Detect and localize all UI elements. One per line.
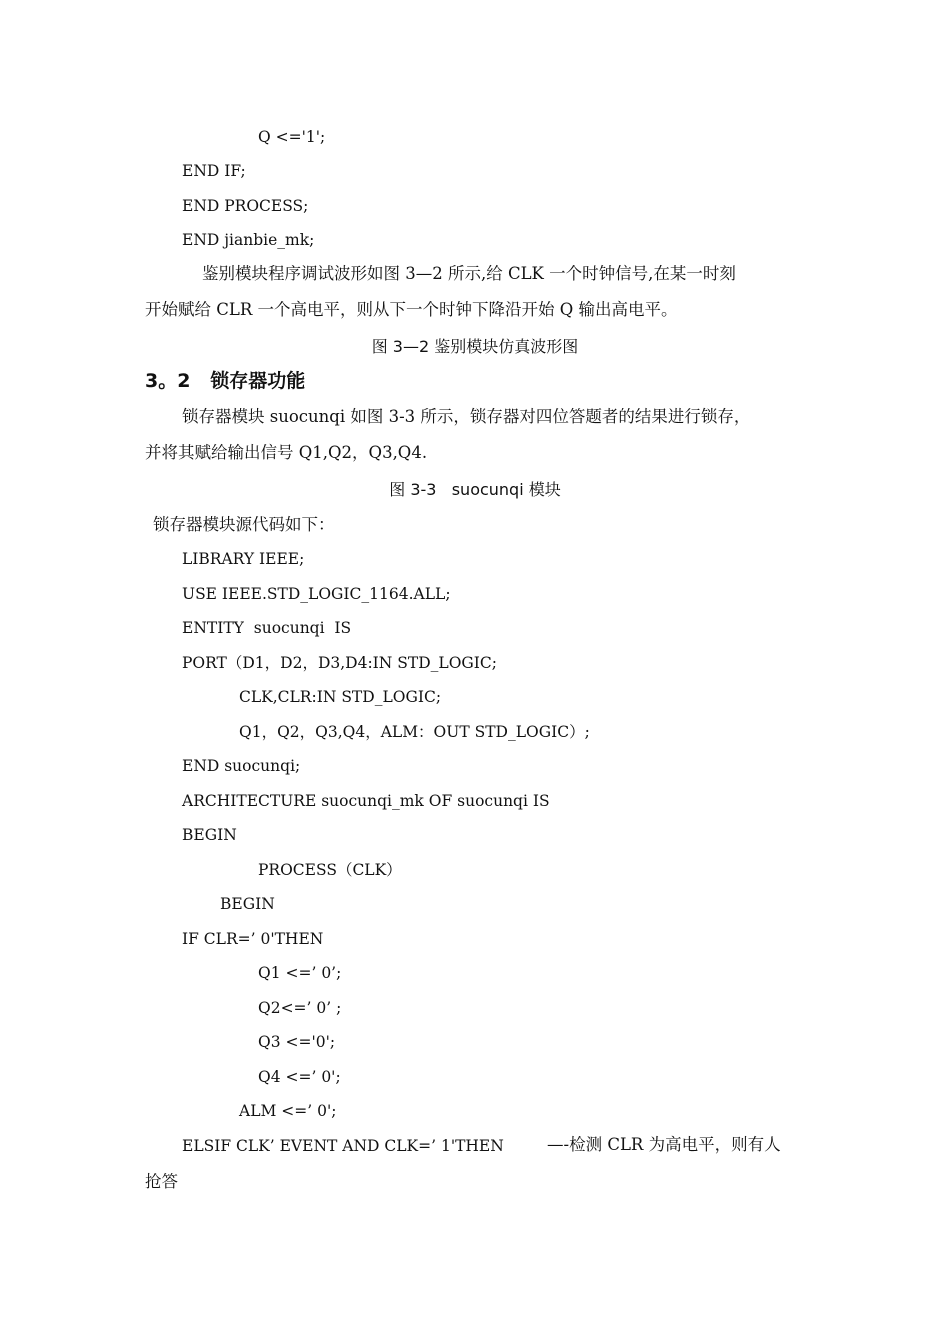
paragraph-line: 并将其赋给输出信号 Q1,Q2，Q3,Q4. bbox=[145, 443, 428, 462]
code-line: Q <='1'; bbox=[258, 128, 326, 146]
paragraph-line: 鉴别模块程序调试波形如图 3—2 所示,给 CLK 一个时钟信号,在某一时刻 bbox=[202, 264, 736, 283]
code-line: Q2<=’ 0’ ; bbox=[258, 999, 342, 1017]
code-line: PROCESS（CLK） bbox=[258, 861, 402, 879]
paragraph-line: 开始赋给 CLR 一个高电平，则从下一个时钟下降沿开始 Q 输出高电平。 bbox=[145, 300, 678, 319]
section-heading: 3。2 锁存器功能 bbox=[145, 370, 306, 392]
code-line: END PROCESS; bbox=[182, 197, 309, 215]
code-comment: —-检测 CLR 为高电平，则有人 bbox=[547, 1135, 781, 1154]
code-line: IF CLR=’ 0'THEN bbox=[182, 930, 324, 948]
code-line: BEGIN bbox=[220, 895, 275, 913]
code-line: PORT（D1，D2，D3,D4:IN STD_LOGIC; bbox=[182, 654, 498, 672]
code-line: Q1，Q2，Q3,Q4，ALM：OUT STD_LOGIC）; bbox=[239, 723, 590, 741]
code-comment-wrap: 抢答 bbox=[145, 1172, 178, 1191]
code-line: END jianbie_mk; bbox=[182, 231, 315, 249]
code-line: ALM <=’ 0'; bbox=[239, 1102, 337, 1120]
code-line: END IF; bbox=[182, 162, 246, 180]
code-line: ELSIF CLK’ EVENT AND CLK=’ 1'THEN bbox=[182, 1137, 504, 1155]
code-line: USE IEEE.STD_LOGIC_1164.ALL; bbox=[182, 585, 451, 603]
figure-caption: 图 3-3 suocunqi 模块 bbox=[389, 480, 561, 499]
code-line: Q3 <='0'; bbox=[258, 1033, 336, 1051]
paragraph-line: 锁存器模块 suocunqi 如图 3-3 所示，锁存器对四位答题者的结果进行锁存， bbox=[182, 407, 751, 426]
code-line: Q1 <=’ 0’; bbox=[258, 964, 342, 982]
code-line: ARCHITECTURE suocunqi_mk OF suocunqi IS bbox=[182, 792, 550, 810]
code-line: LIBRARY IEEE; bbox=[182, 550, 305, 568]
code-line: BEGIN bbox=[182, 826, 237, 844]
code-line: ENTITY suocunqi IS bbox=[182, 619, 352, 637]
code-line: END suocunqi; bbox=[182, 757, 301, 775]
code-line: CLK,CLR:IN STD_LOGIC; bbox=[239, 688, 442, 706]
paragraph-line: 锁存器模块源代码如下： bbox=[153, 515, 335, 534]
code-line: Q4 <=’ 0'; bbox=[258, 1068, 341, 1086]
figure-caption: 图 3—2 鉴别模块仿真波形图 bbox=[371, 337, 579, 356]
